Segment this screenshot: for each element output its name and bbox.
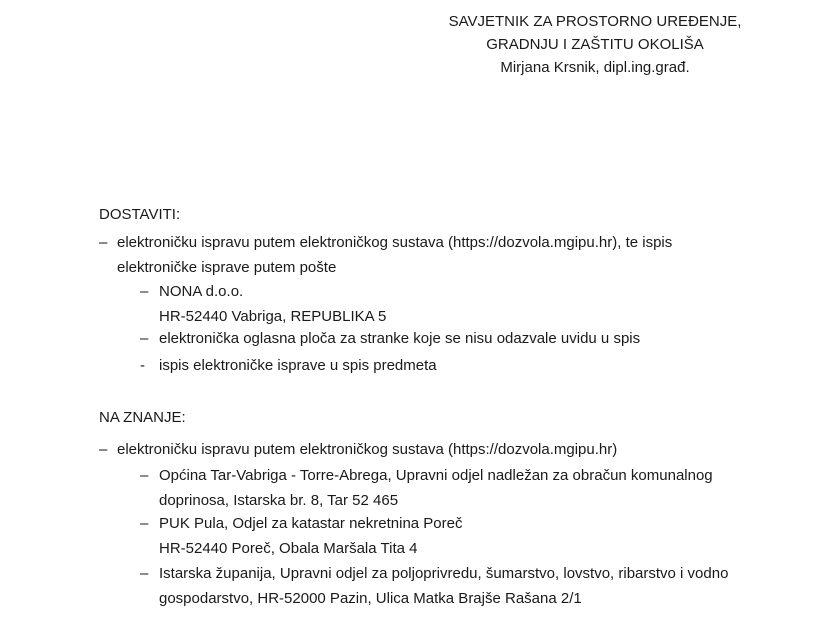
list-item-text: Općina Tar-Vabriga - Torre-Abrega, Upravni odjel nadležan za obračun komunalnog doprinosa, Istarska br. 8, Tar 52 465 [159, 467, 713, 509]
list-dash: – [140, 283, 149, 300]
signature-block [420, 10, 770, 79]
na-znanje-heading: NA ZNANJE: [99, 409, 186, 426]
list-dash: – [140, 330, 149, 347]
list-item-text: NONA d.o.o. HR-52440 Vabriga, REPUBLIKA 5 [159, 283, 387, 325]
signature-title-line1: SAVJETNIK ZA PROSTORNO UREĐENJE, [448, 13, 742, 30]
list-dash: – [99, 441, 108, 458]
list-dash: – [140, 467, 149, 484]
list-dash: - [140, 357, 145, 374]
list-item-text: elektroničku ispravu putem elektroničkog sustava (https://dozvola.mgipu.hr) [117, 441, 618, 458]
list-dash: – [99, 234, 108, 251]
list-dash: – [140, 515, 149, 532]
list-item-text: Istarska županija, Upravni odjel za poljoprivredu, šumarstvo, lovstvo, ribarstvo i vodno gospodarstvo, HR-52000 Pazin, Ulica Matka Brajše Rašana 2/1 [159, 565, 729, 607]
list-item-text: ispis elektroničke isprave u spis predmeta [159, 357, 437, 374]
list-item-text: PUK Pula, Odjel za katastar nekretnina Poreč HR-52440 Poreč, Obala Maršala Tita 4 [159, 515, 463, 557]
signature-name: Mirjana Krsnik, dipl.ing.građ. [500, 59, 690, 76]
list-item-text: elektronička oglasna ploča za stranke koje se nisu odazvale uvidu u spis [159, 330, 641, 347]
signature-title-line2: GRADNJU I ZAŠTITU OKOLIŠA [486, 36, 704, 53]
list-item-text: elektroničku ispravu putem elektroničkog sustava (https://dozvola.mgipu.hr), te ispis elektroničke isprave putem pošte [117, 234, 673, 276]
dostaviti-heading: DOSTAVITI: [99, 206, 181, 223]
list-dash: – [140, 565, 149, 582]
